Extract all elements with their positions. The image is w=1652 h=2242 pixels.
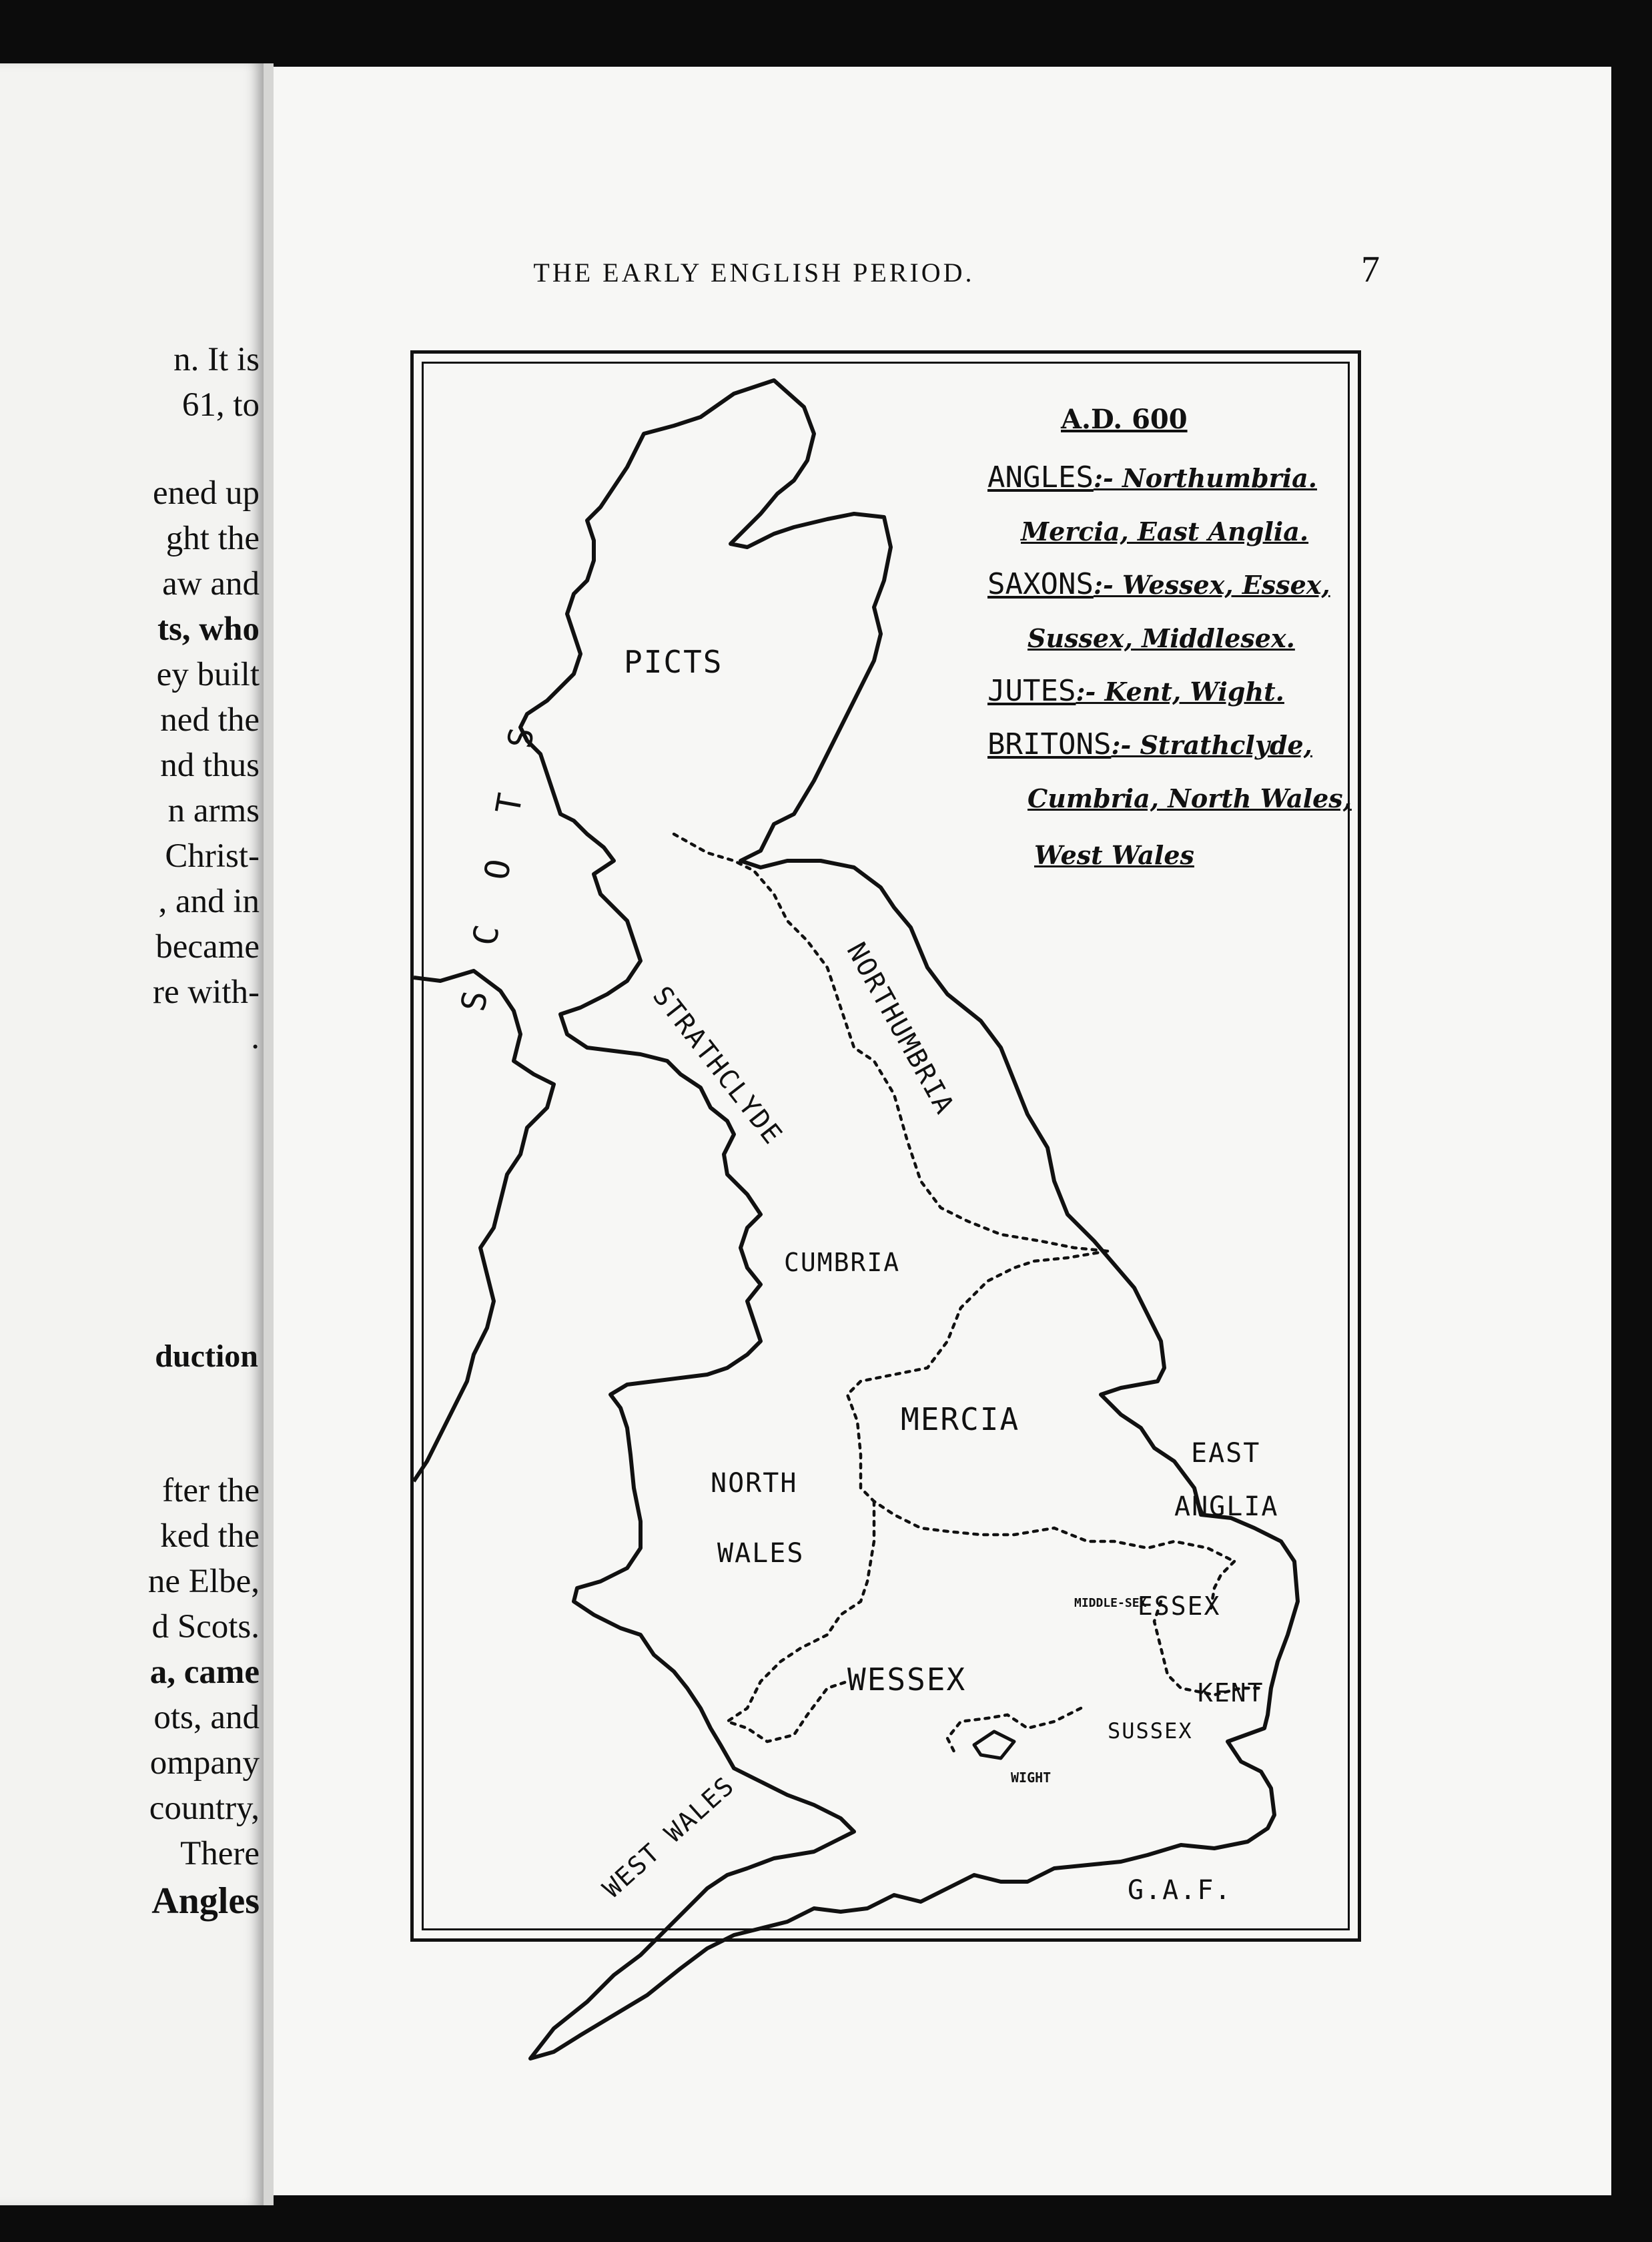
legend-value: Cumbria, North Wales,: [1027, 783, 1352, 813]
region-label-middlesex: MIDDLE-SEX: [1074, 1596, 1147, 1610]
left-text-line: n arms: [167, 792, 260, 829]
boundary-line: [727, 1501, 874, 1742]
legend-key: JUTES: [987, 674, 1076, 708]
legend-value: :- Wessex, Essex,: [1093, 570, 1330, 600]
left-text-line: 61, to: [181, 386, 260, 424]
left-text-line: .: [251, 1019, 260, 1056]
page-number: 7: [1361, 249, 1380, 290]
legend-row: [1034, 837, 1194, 871]
left-text-line: re with-: [152, 974, 260, 1011]
region-label-strathclyde: STRATHCLYDE: [646, 981, 789, 1151]
region-label-essex: ESSEX: [1138, 1591, 1221, 1621]
left-section-heading: duction: [155, 1339, 258, 1374]
left-text-line: country,: [149, 1790, 260, 1827]
legend-value: :- Strathclyde,: [1111, 730, 1312, 760]
legend-row: [987, 727, 1312, 761]
region-label-mercia: MERCIA: [901, 1401, 1020, 1437]
region-label-sussex: SUSSEX: [1108, 1718, 1193, 1744]
left-text-line: aw and: [162, 565, 260, 603]
left-text-line: a, came: [149, 1653, 260, 1691]
region-label-wight: WIGHT: [1011, 1770, 1052, 1786]
left-text-line: ots, and: [153, 1699, 260, 1736]
region-label-kent: KENT: [1198, 1678, 1264, 1708]
region-label-north: NORTH: [711, 1468, 798, 1499]
legend-key: SAXONS: [987, 567, 1094, 601]
map-signature: G.A.F.: [1128, 1875, 1232, 1906]
region-label-east: EAST: [1191, 1438, 1261, 1469]
legend-value: Sussex, Middlesex.: [1027, 623, 1295, 653]
region-label-cumbria: CUMBRIA: [784, 1248, 901, 1277]
region-label-wessex: WESSEX: [847, 1661, 967, 1698]
legend-key: BRITONS: [987, 727, 1112, 761]
left-text-line: Christ-: [165, 837, 260, 875]
legend-value: :- Kent, Wight.: [1076, 677, 1284, 707]
left-text-line: became: [155, 928, 260, 966]
legend-date: A.D. 600: [1061, 404, 1188, 435]
legend-value: Mercia, East Anglia.: [1021, 516, 1309, 546]
isle-of-wight-coast: [974, 1732, 1014, 1758]
legend-key: ANGLES: [987, 460, 1094, 494]
left-text-line: ne Elbe,: [147, 1563, 260, 1600]
left-text-line: , and in: [158, 883, 260, 920]
left-text-line: ked the: [160, 1517, 260, 1555]
left-text-line: nd thus: [160, 747, 260, 784]
left-text-line: ts, who: [157, 611, 260, 648]
legend-row: [1027, 781, 1352, 815]
boundary-line: [947, 1708, 1081, 1752]
left-text-line: There: [180, 1835, 260, 1872]
region-label-scots: SCOTS: [454, 679, 550, 1015]
legend-row: [1021, 514, 1308, 548]
region-label-west-wales: WEST WALES: [597, 1770, 741, 1904]
ireland-coastline: [414, 971, 554, 1481]
left-text-line: Angles: [151, 1880, 260, 1922]
map-frame: [410, 350, 1361, 1942]
running-head: THE EARLY ENGLISH PERIOD.: [533, 258, 975, 288]
region-label-northumbria: NORTHUMBRIA: [840, 938, 961, 1120]
left-text-line: fter the: [162, 1472, 260, 1509]
region-label-anglia: ANGLIA: [1174, 1491, 1279, 1522]
left-text-line: ey built: [156, 656, 260, 693]
left-page: [0, 63, 268, 2205]
legend-value: West Wales: [1034, 840, 1194, 870]
book-gutter: [264, 63, 274, 2205]
region-label-wales: WALES: [717, 1538, 805, 1569]
legend-value: :- Northumbria.: [1093, 463, 1317, 493]
legend-row: [987, 460, 1317, 494]
region-label-picts: PICTS: [624, 644, 723, 680]
legend-row: [1027, 621, 1295, 655]
left-text-line: ened up: [152, 474, 260, 512]
left-text-line: ompany: [149, 1744, 260, 1782]
legend-row: [987, 674, 1284, 708]
left-text-line: d Scots.: [151, 1608, 260, 1645]
left-text-line: n. It is: [173, 341, 260, 378]
left-text-line: ght the: [165, 520, 260, 557]
legend-row: [987, 567, 1330, 601]
left-text-line: ned the: [160, 701, 260, 739]
